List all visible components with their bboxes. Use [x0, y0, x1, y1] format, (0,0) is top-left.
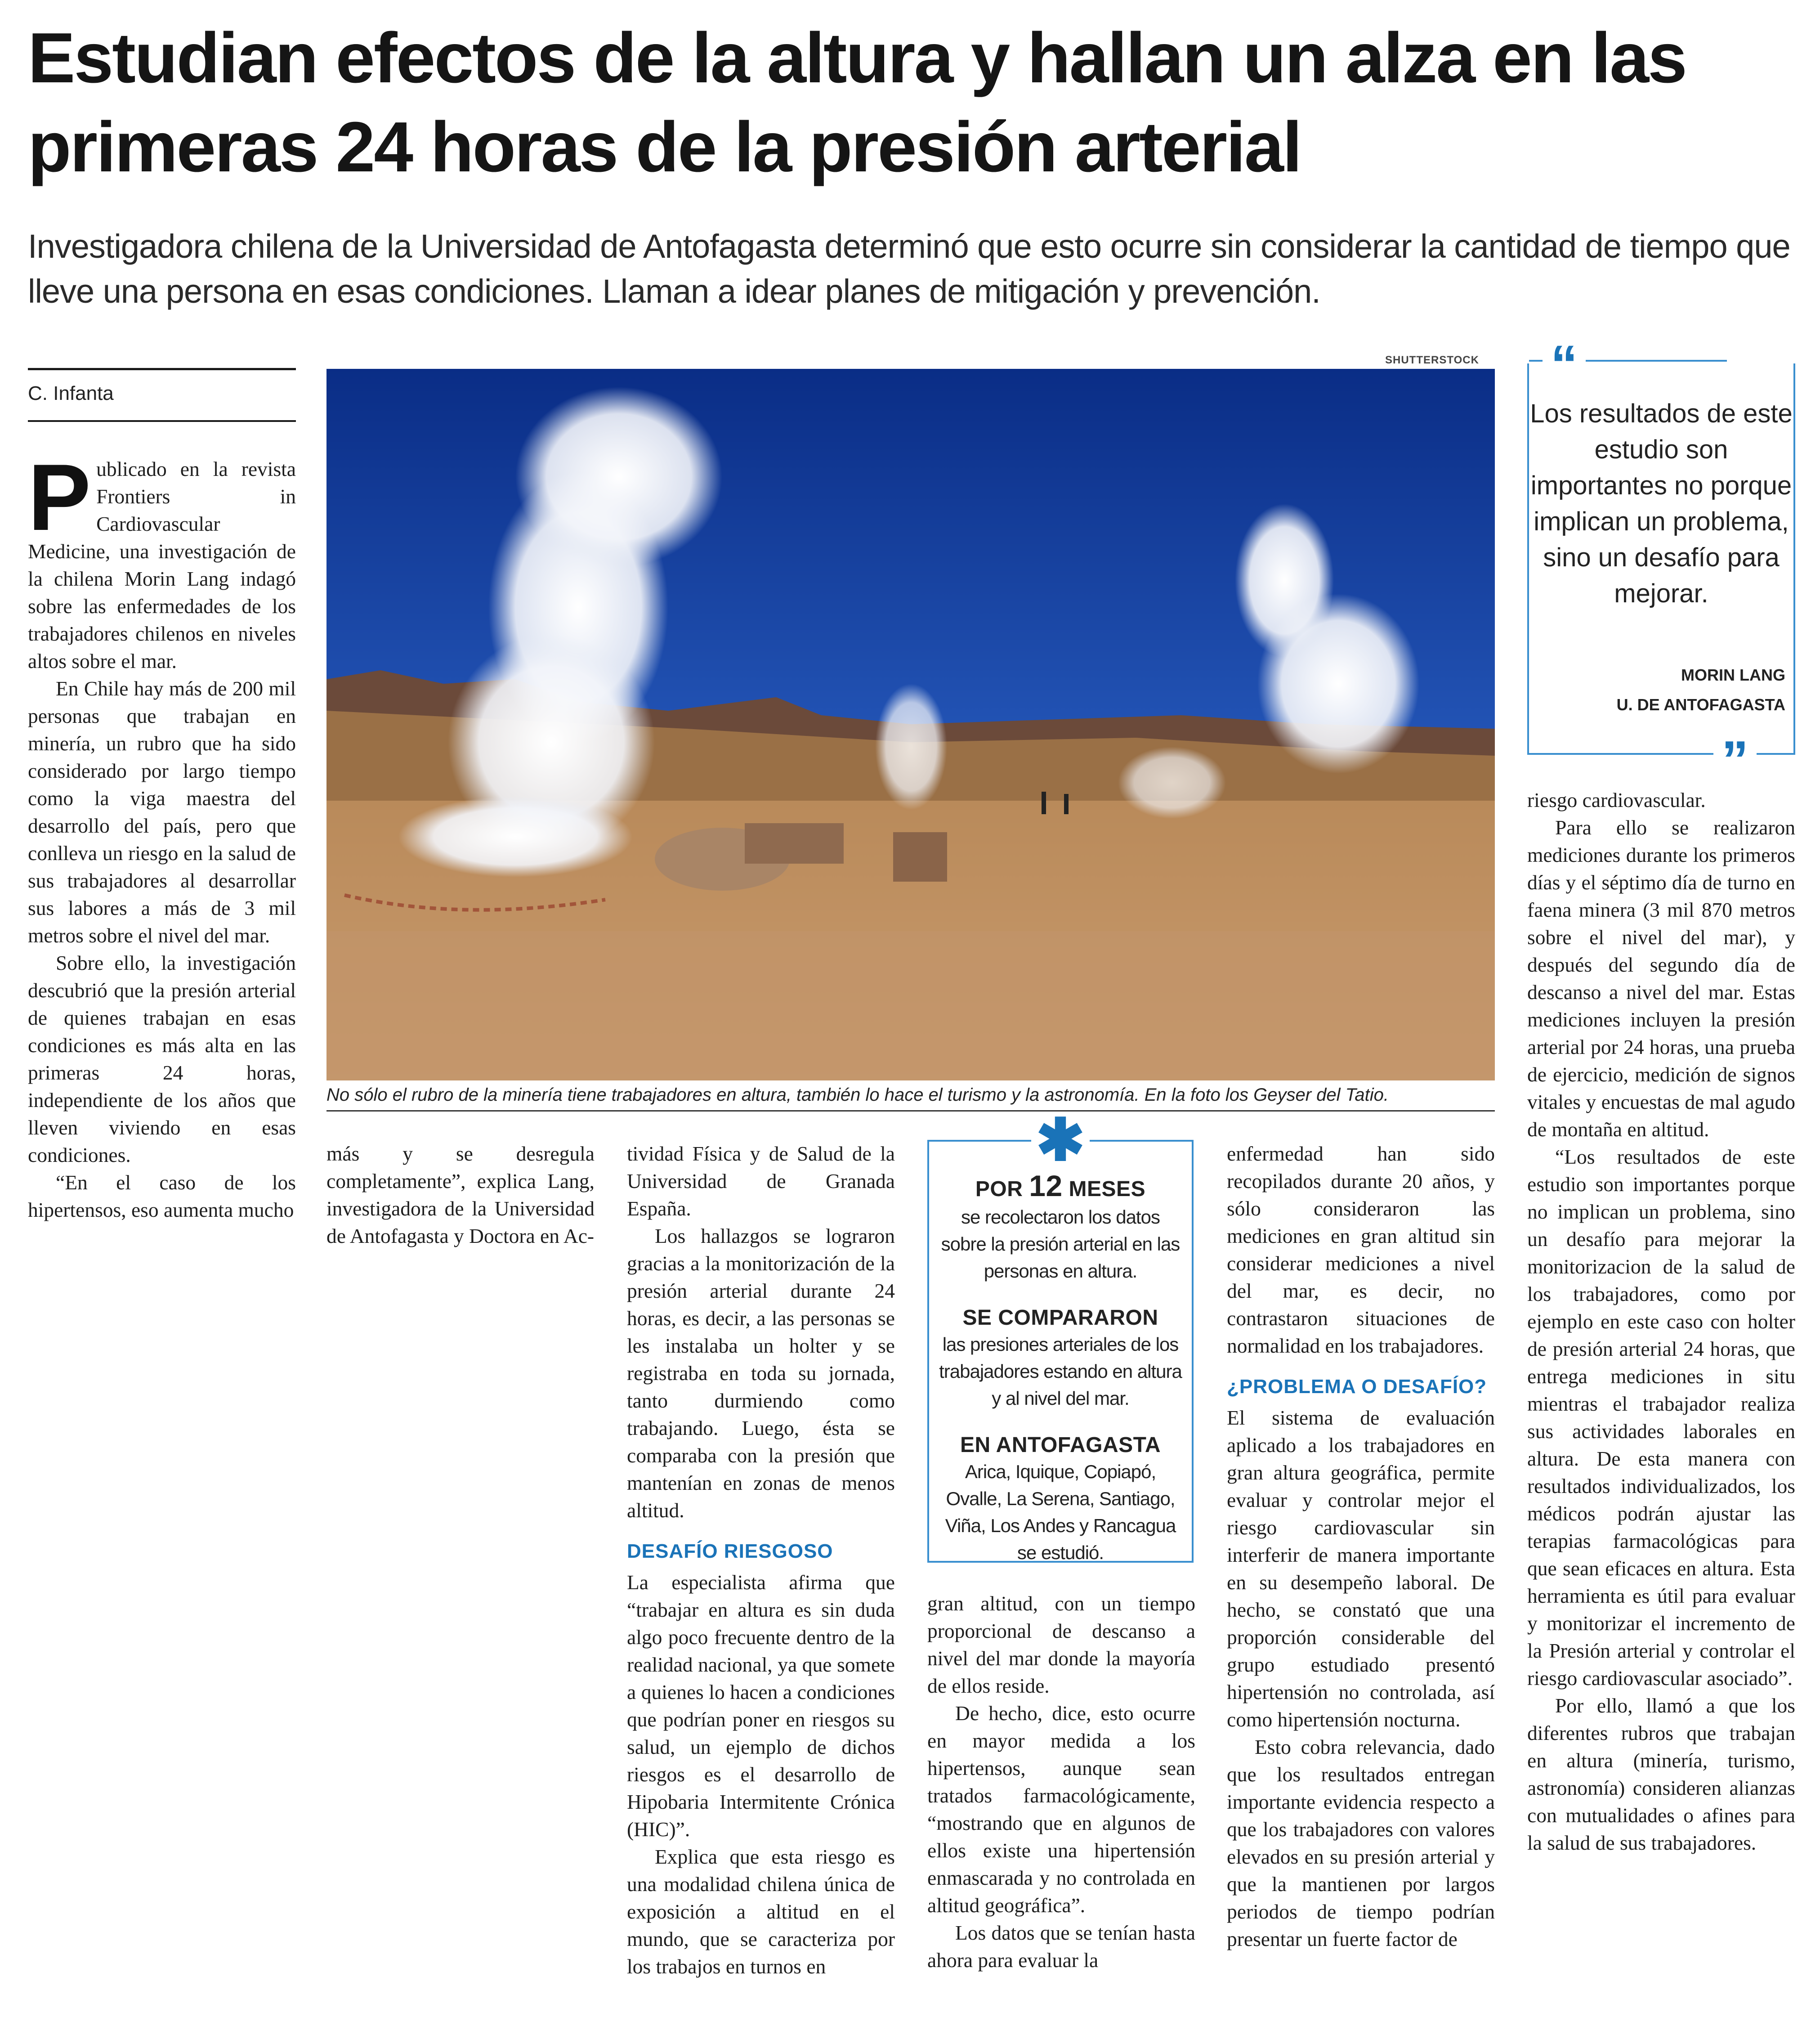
- fact-heading: SE COMPARARON: [962, 1306, 1158, 1330]
- fact-text: las presiones arteriales de los trabajadores estando en altura y al nivel del mar.: [939, 1334, 1182, 1409]
- photo-credit: SHUTTERSTOCK: [1385, 354, 1479, 366]
- fact-heading: EN ANTOFAGASTA: [960, 1433, 1161, 1457]
- paragraph: Para ello se realizaron mediciones durante los primeros días y el séptimo día de turno en faena minera (3 mil 870 metros sobre el nivel del mar), y después del segundo día de descanso a nivel del mar. Estas mediciones incluyen la presión arterial por 24 horas, una prueba de ejercicio, medición de signos vitales y encuestas de mal agudo de montaña en altitud.: [1527, 816, 1795, 1141]
- paragraph: De hecho, dice, esto ocurre en mayor medida a los hipertensos, aunque sean tratados farmacológicamente, “mostrando que en algunos de ellos existe una hipertensión enmascarada y no controlada en altitud geográfica”.: [927, 1702, 1195, 1917]
- byline-rule-top: [28, 368, 296, 370]
- paragraph: La especialista afirma que “trabajar en altura es sin duda algo poco frecuente dentro de la realidad nacional, ya que somete a quienes lo hacen a condiciones que podrían poner en riesgos su salud, un ejemplo de dichos riesgos es el desarrollo de Hipobaria Intermitente Crónica (HIC)”.: [627, 1571, 895, 1841]
- paragraph: Explica que esta riesgo es una modalidad chilena única de exposición a altitud en el mundo, que se caracteriza por los trabajos en turnos en: [627, 1845, 895, 1978]
- drop-cap: P: [28, 444, 91, 550]
- paragraph: riesgo cardiovascular.: [1527, 789, 1706, 811]
- pull-quote-text: Los resultados de este estudio son importantes no porque implican un problema, sino un desafío para mejorar.: [1530, 399, 1793, 608]
- paragraph: El sistema de evaluación aplicado a los trabajadores en gran altura geográfica, permite evaluar y controlar mejor el riesgo cardiovascular sin interferir de manera importante en su desempeño laboral. De hecho, se constató que una proporción considerable del grupo estudiado presentó hipertensión no controlada, así como hipertensión nocturna.: [1227, 1406, 1495, 1731]
- asterisk-icon: ✱: [1031, 1117, 1090, 1162]
- subhead: DESAFÍO RIESGOSO: [627, 1540, 833, 1562]
- fact-text: se recolectaron los datos sobre la presión arterial en las personas en altura.: [941, 1206, 1180, 1282]
- column-2: [326, 1140, 595, 1250]
- fact-box: [927, 1107, 1194, 1563]
- paragraph: Por ello, llamó a que los diferentes rubros que trabajan en altura (minería, turismo, astronomía) consideren alianzas con mutualidades o afines para la salud de sus trabajadores.: [1527, 1694, 1795, 1854]
- close-quote-icon: ”: [1713, 742, 1757, 778]
- headline: Estudian efectos de la altura y hallan un alza en las primeras 24 horas de la presión arterial: [28, 18, 1686, 187]
- deck: Investigadora chilena de la Universidad de Antofagasta determinó que esto ocurre sin considerar la cantidad de tiempo que lleve una persona en esas condiciones. Llaman a idear planes de mitigación y prevención.: [28, 228, 1790, 310]
- byline: C. Infanta: [28, 382, 114, 404]
- column-4: [927, 1590, 1195, 1974]
- paragraph: Los datos que se tenían hasta ahora para evaluar la: [927, 1921, 1195, 1972]
- paragraph: Esto cobra relevancia, dado que los resultados entregan importante evidencia respecto a que los trabajadores con valores elevados en su presión arterial y que la mantienen por largos periodos de tiempo podrían presentar un fuerte factor de: [1227, 1735, 1495, 1950]
- column-6: [1527, 786, 1795, 1856]
- paragraph: ublicado en la revista Frontiers in Cardiovascular Medicine, una investigación de la chilena Morin Lang indagó sobre las enfermedades de los trabajadores chilenos en niveles altos sobre el mar.: [28, 457, 296, 672]
- column-3: [627, 1140, 895, 1980]
- column-5: [1227, 1140, 1495, 1953]
- subhead: ¿PROBLEMA O DESAFÍO?: [1227, 1376, 1487, 1398]
- open-quote-icon: “: [1543, 346, 1586, 382]
- paragraph: “Los resultados de este estudio son importantes porque no implican un problema, sino un desafío para mejorar la monitorizacion de la salud de los trabajadores, como por ejemplo en este caso con holter de presión arterial 24 horas, que entrega mediciones in situ mientras el trabajador realiza sus actividades laborales en altura. De esta manera con resultados individualizados, los médicos podrán ajustar las terapias farmacológicas para que sean eficaces en altura. Esta herramienta es útil para evaluar y monitorizar el incremento de la Presión arterial y controlar el riesgo cardiovascular asociado”.: [1527, 1145, 1795, 1690]
- quote-attribution: MORIN LANG U. DE ANTOFAGASTA: [1616, 666, 1785, 714]
- byline-rule-bottom: [28, 420, 296, 422]
- paragraph: “En el caso de los hipertensos, eso aumenta mucho: [28, 1171, 296, 1221]
- fact-heading: POR 12 MESES: [975, 1169, 1146, 1202]
- paragraph: tividad Física y de Salud de la Universidad de Granada España.: [627, 1142, 895, 1220]
- paragraph: más y se desregula completamente”, explica Lang, investigadora de la Universidad de Antofagasta y Doctora en Ac-: [326, 1142, 595, 1247]
- paragraph: Los hallazgos se lograron gracias a la monitorización de la presión arterial durante 24 horas, es decir, a las personas se les instalaba un holter y se registraba en toda su jornada, tanto durmiendo como trabajando. Luego, ésta se comparaba con la presión que mantenían en zonas de menos altitud.: [627, 1224, 895, 1522]
- paragraph: Sobre ello, la investigación descubrió que la presión arterial de quienes trabajan en esas condiciones es más alta en las primeras 24 horas, independiente de los años que lleven viviendo en esas condiciones.: [28, 951, 296, 1166]
- photo-caption: No sólo el rubro de la minería tiene trabajadores en altura, también lo hace el turismo y la astronomía. En la foto los Geyser del Tatio.: [326, 1082, 1495, 1112]
- fact-text: Arica, Iquique, Copiapó, Ovalle, La Serena, Santiago, Viña, Los Andes y Rancagua se estudió.: [945, 1461, 1176, 1563]
- paragraph: gran altitud, con un tiempo proporcional de descanso a nivel del mar donde la mayoría de ellos reside.: [927, 1592, 1195, 1697]
- paragraph: En Chile hay más de 200 mil personas que trabajan en minería, un rubro que ha sido considerado por largo tiempo como la viga maestra del desarrollo del país, pero que conlleva un riesgo en la salud de sus trabajadores al desarrollar sus labores a más de 3 mil metros sobre el nivel del mar.: [28, 677, 296, 947]
- column-1: [28, 444, 296, 1224]
- geyser-photo: [326, 369, 1495, 1080]
- paragraph: enfermedad han sido recopilados durante 20 años, y sólo consideraron las mediciones en gran altitud sin considerar mediciones a nivel del mar, es decir, no contrastaron situaciones de normalidad en los trabajadores.: [1227, 1142, 1495, 1357]
